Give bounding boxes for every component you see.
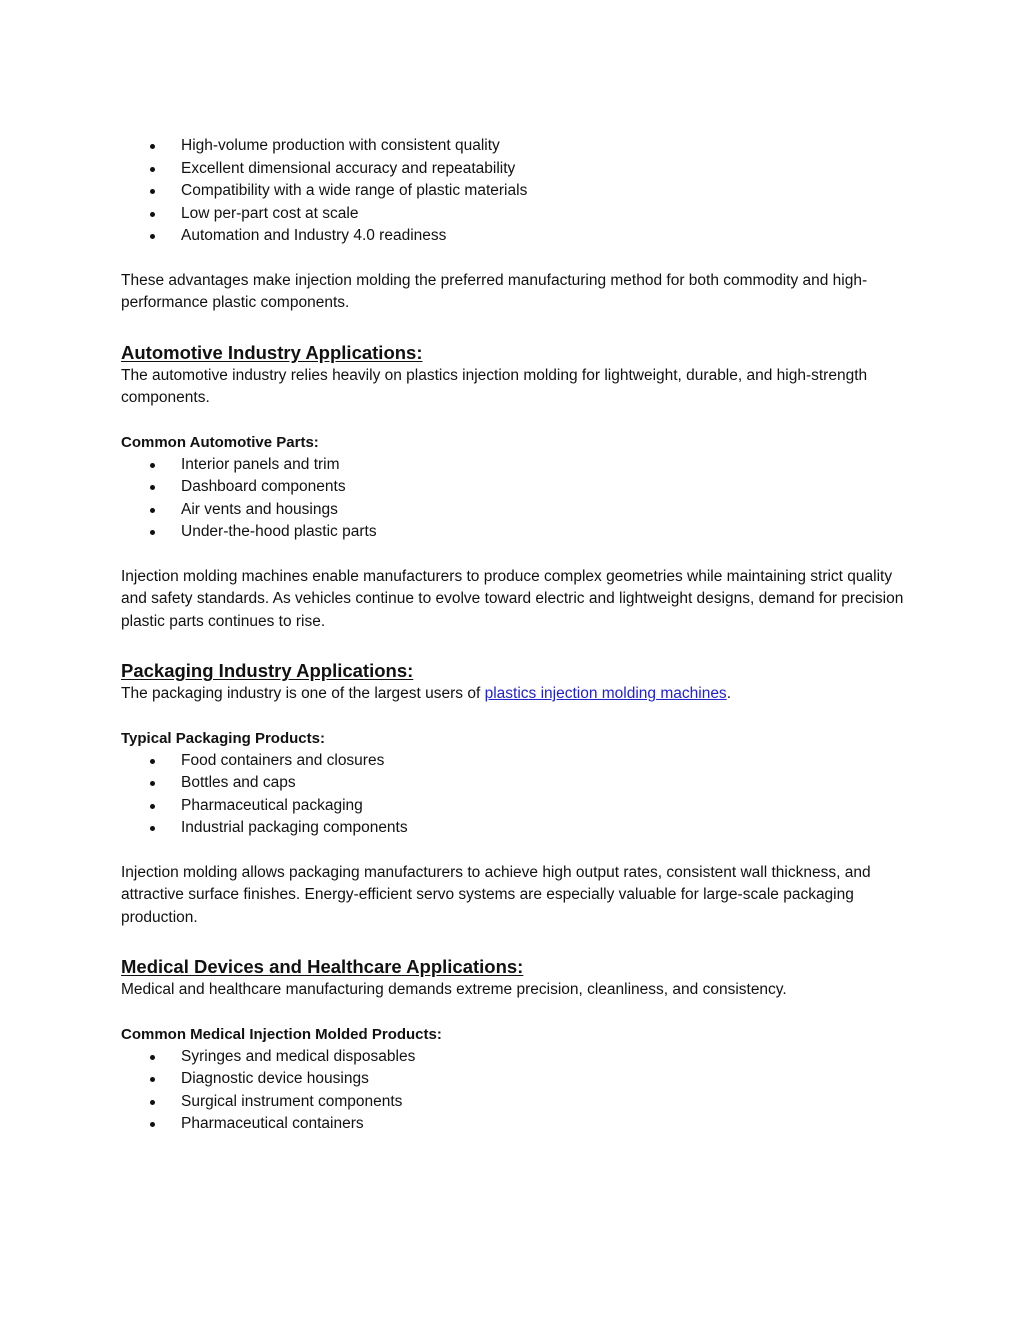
list-item: Surgical instrument components — [121, 1091, 911, 1114]
list-item: Air vents and housings — [121, 499, 911, 522]
advantages-list — [121, 135, 911, 248]
bullet-icon — [150, 826, 155, 831]
automotive-subheading: Common Automotive Parts: — [121, 433, 319, 451]
list-item: Pharmaceutical packaging — [121, 795, 911, 818]
list-item: Automation and Industry 4.0 readiness — [121, 225, 911, 248]
list-item: Interior panels and trim — [121, 454, 911, 477]
packaging-subheading: Typical Packaging Products: — [121, 729, 325, 747]
bullet-icon — [150, 1055, 155, 1060]
bullet-icon — [150, 189, 155, 194]
medical-heading: Medical Devices and Healthcare Applications: — [121, 956, 524, 977]
packaging-intro: The packaging industry is one of the largest users of plastics injection molding machines. — [121, 685, 731, 702]
injection-molding-machines-link[interactable]: plastics injection molding machines — [484, 685, 727, 702]
bullet-icon — [150, 530, 155, 535]
medical-intro: Medical and healthcare manufacturing demands extreme precision, cleanliness, and consistency. — [121, 981, 787, 998]
list-item: Dashboard components — [121, 476, 911, 499]
packaging-products-list — [121, 750, 911, 840]
advantages-summary: These advantages make injection molding the preferred manufacturing method for both commodity and high-performance plastic components. — [121, 271, 868, 311]
list-item: Syringes and medical disposables — [121, 1046, 911, 1069]
list-item: Under-the-hood plastic parts — [121, 521, 911, 544]
bullet-icon — [150, 167, 155, 172]
bullet-icon — [150, 212, 155, 217]
bullet-icon — [150, 781, 155, 786]
automotive-intro: The automotive industry relies heavily on plastics injection molding for lightweight, durable, and high-strength components. — [121, 366, 868, 406]
list-item: Compatibility with a wide range of plastic materials — [121, 180, 911, 203]
list-item: Low per-part cost at scale — [121, 203, 911, 226]
list-item: Industrial packaging components — [121, 817, 911, 840]
automotive-closing: Injection molding machines enable manufacturers to produce complex geometries while maintaining strict quality and safety standards. As vehicles continue to evolve toward electric and lightweight designs, demand for precision plastic parts continues to rise. — [121, 567, 904, 630]
list-item: Bottles and caps — [121, 772, 911, 795]
bullet-icon — [150, 144, 155, 149]
automotive-parts-list — [121, 454, 911, 544]
bullet-icon — [150, 508, 155, 513]
bullet-icon — [150, 463, 155, 468]
bullet-icon — [150, 1122, 155, 1127]
list-item: Food containers and closures — [121, 750, 911, 773]
medical-products-list — [121, 1046, 911, 1136]
bullet-icon — [150, 485, 155, 490]
packaging-heading: Packaging Industry Applications: — [121, 660, 414, 681]
bullet-icon — [150, 234, 155, 239]
medical-subheading: Common Medical Injection Molded Products: — [121, 1025, 442, 1043]
list-item: Pharmaceutical containers — [121, 1113, 911, 1136]
automotive-heading: Automotive Industry Applications: — [121, 341, 423, 363]
packaging-closing: Injection molding allows packaging manufacturers to achieve high output rates, consistent wall thickness, and attractive surface finishes. Energy-efficient servo systems are especially valuable for large-scale packaging production. — [121, 863, 871, 926]
list-item: Excellent dimensional accuracy and repeatability — [121, 158, 911, 181]
document-page — [121, 135, 911, 1136]
bullet-icon — [150, 1100, 155, 1105]
bullet-icon — [150, 1077, 155, 1082]
bullet-icon — [150, 759, 155, 764]
list-item: Diagnostic device housings — [121, 1068, 911, 1091]
bullet-icon — [150, 804, 155, 809]
list-item: High-volume production with consistent quality — [121, 135, 911, 158]
